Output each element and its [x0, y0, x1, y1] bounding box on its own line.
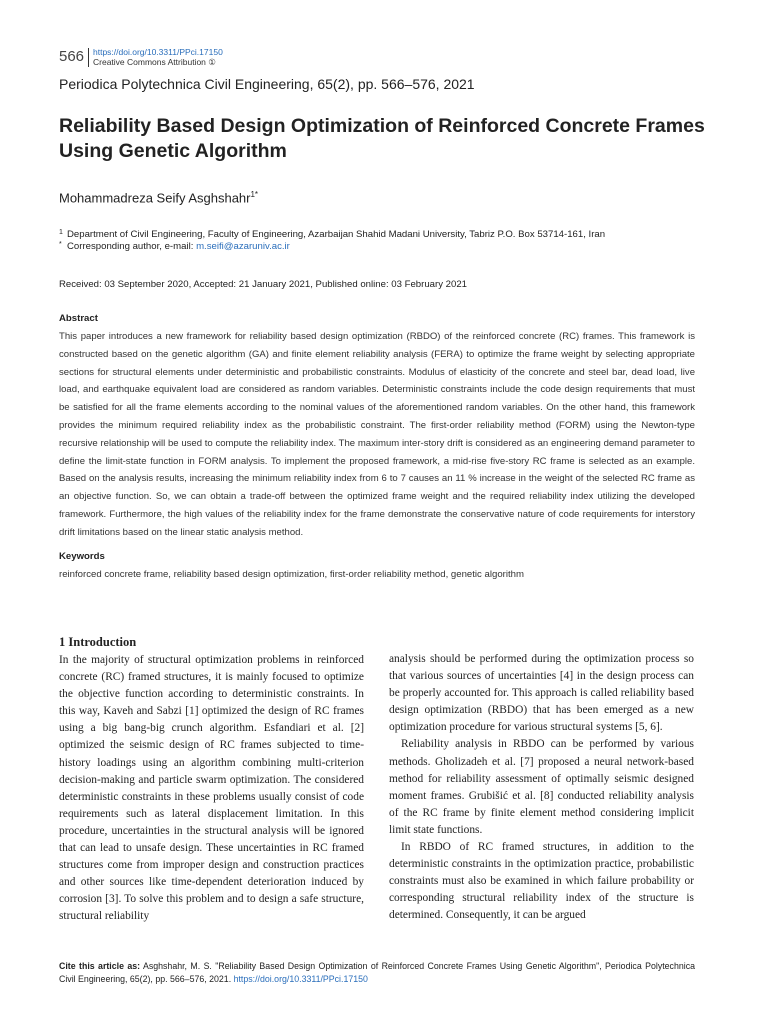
- doi-link[interactable]: https://doi.org/10.3311/PPci.17150: [93, 47, 223, 57]
- journal-line: [59, 76, 475, 92]
- abstract-heading: Abstract: [59, 313, 98, 324]
- page-number: 566: [59, 48, 85, 65]
- affiliation-text: Department of Civil Engineering, Faculty of Engineering, Azarbaijan Shahid Madani University, Tabriz P.O. Box 53714-161, Iran: [67, 229, 606, 240]
- journal-details: , 65(2), pp. 566–576, 2021: [309, 76, 475, 92]
- email-link[interactable]: m.seifi@azaruniv.ac.ir: [196, 241, 290, 252]
- citation-footer: [59, 960, 695, 986]
- citation-text: Asghshahr, M. S. "Reliability Based Design Optimization of Reinforced Concrete Frames Using Genetic Algorithm", Periodica Polytechnica Civil Engineering, 65(2), pp. 566–576, 2021.: [59, 961, 695, 984]
- abstract-text: This paper introduces a new framework for reliability based design optimization (RBDO) of the reinforced concrete (RC) frames. This framework is constructed based on the genetic algorithm (GA) and finite element reliability analysis (FERA) to optimize the frame weight by selecting appropriate sections for structural elements under deterministic and probabilistic constraints. Modulus of elasticity of the concrete and steel bar, dead load, live load, and earthquake equivalent load are considered as random variables. Deterministic constraints include the code design requirements that must be satisfied for all the frame elements according to the nominal values of the aforementioned random variables. On the other hand, this framework provides the minimum required reliability index as the probabilistic constraint. The first-order reliability method (FORM) using the Newton-type recursive relationship will be used to compute the reliability index. The maximum inter-story drift is considered as an engineering demand parameter to define the limit-state function in FORM analysis. To implement the proposed framework, a mid-rise five-story RC frame is selected as an example. Based on the analysis results, increasing the minimum reliability index from 6 to 7 causes an 11 % increase in the weight of the selected RC frame as an objective function. So, we can obtain a trade-off between the optimized frame weight and the required reliability index utilizing the developed framework. Furthermore, the high values of the reliability index for the frame demonstrate the conservative nature of code requirements for interstory drift limitations based on the linear static analysis method.: [59, 331, 695, 538]
- affiliation-1: [59, 229, 605, 240]
- paragraph: analysis should be performed during the optimization process so that various sources of uncertainties [4] in the design process can be properly accounted for. This approach is called reliability based design optimization (RBDO) that has been emerged as a new optimization procedure for various structural systems [5, 6].: [389, 653, 694, 734]
- journal-name: Periodica Polytechnica Civil Engineering: [59, 76, 310, 92]
- author-marks: 1*: [250, 190, 259, 199]
- body-column-left: [59, 652, 364, 926]
- paragraph: Reliability analysis in RBDO can be performed by various methods. Gholizadeh et al. [7] proposed a neural network-based method for reliability assessment of optimally seismic designed moment frames. Grubišić et al. [8] conducted reliability analysis of the RC frame by finite element method considering implicit limit state functions.: [389, 738, 694, 836]
- keywords-text: reinforced concrete frame, reliability based design optimization, first-order reliability method, genetic algorithm: [59, 569, 524, 580]
- author-line: [59, 190, 258, 205]
- keywords-heading: Keywords: [59, 551, 105, 562]
- paragraph: In RBDO of RC framed structures, in addition to the deterministic constraints in the optimization practice, probabilistic constraints must also be examined in which failure probability or corresponding structural reliability index of the structure is determined. Consequently, it can be argued: [389, 841, 694, 922]
- corresponding-author: [59, 241, 290, 252]
- affiliation-mark: *: [59, 241, 62, 248]
- section-heading: 1 Introduction: [59, 635, 137, 649]
- header-divider: [88, 48, 89, 67]
- affiliation-text: Corresponding author, e-mail:: [67, 241, 197, 252]
- paper-title: Reliability Based Design Optimization of Reinforced Concrete Frames Using Genetic Algorithm: [59, 115, 705, 162]
- citation-label: Cite this article as:: [59, 961, 141, 971]
- paragraph: In the majority of structural optimization problems in reinforced concrete (RC) framed structures, it is mainly focused to optimize the objective function according to deterministic constraints. In this way, Kaveh and Sabzi [1] optimized the design of RC frames using a big bang-big crunch algorithm. Esfandiari et al. [2] optimized the seismic design of RC frames subjected to time-history loadings using an algorithm combining multi-criterion decision-making and particle swarm optimization. The considered deterministic constraints in these problems usually consist of code requirements such as lateral displacement limitation. In this procedure, uncertainties in the structural analysis will be ignored that can lead to unsafe design. These uncertainties in RC framed structures come from improper design and construction practices and other sources like time-dependent deterioration induced by corrosion [3]. To solve this problem and to design a safe structure, structural reliability: [59, 654, 364, 923]
- author-name: Mohammadreza Seify Asghshahr: [59, 190, 251, 206]
- body-column-right: [389, 651, 694, 925]
- received-dates: Received: 03 September 2020, Accepted: 21 January 2021, Published online: 03 February 2021: [59, 279, 468, 290]
- citation-doi-link[interactable]: https://doi.org/10.3311/PPci.17150: [233, 974, 368, 984]
- license-label: Creative Commons Attribution ①: [93, 57, 216, 67]
- affiliation-mark: 1: [59, 229, 63, 236]
